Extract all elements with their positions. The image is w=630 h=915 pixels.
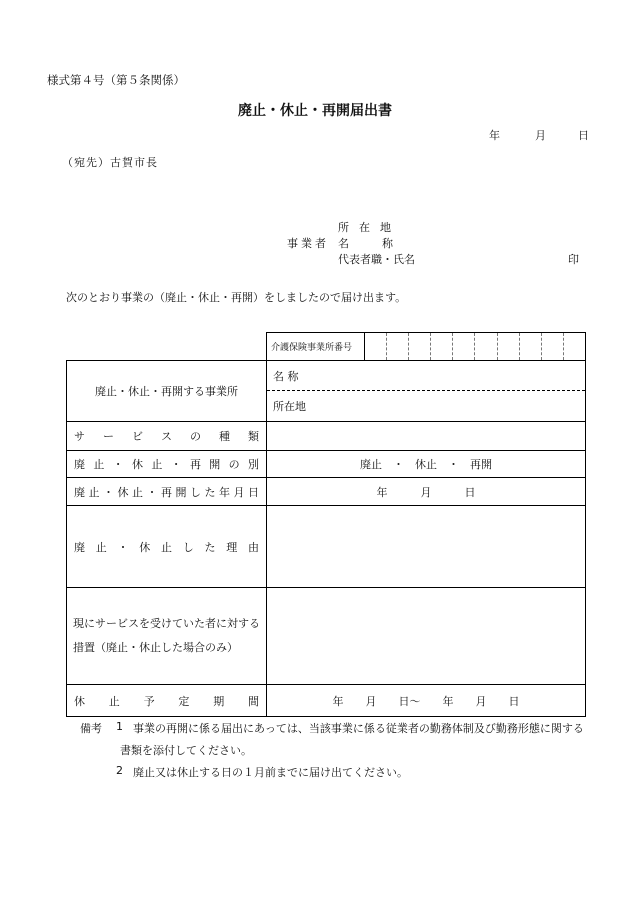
reason-field[interactable] <box>267 506 586 588</box>
seal-mark: 印 <box>568 253 579 266</box>
note-1-continuation: 書類を添付してください。 <box>120 744 252 757</box>
facility-label: 廃止・休止・再開する事業所 <box>67 361 267 422</box>
label-char: 再 <box>189 458 201 471</box>
label-char: た <box>204 540 216 554</box>
label-char: 止 <box>95 540 107 554</box>
document-title: 廃止・休止・再開届出書 <box>238 103 392 119</box>
facility-cell <box>267 361 586 422</box>
label-char: 日 <box>248 485 259 499</box>
label-char: 止 <box>88 485 100 499</box>
kaigo-number-row <box>267 333 586 361</box>
note-1-number: 1 <box>116 720 123 733</box>
label-char: ・ <box>112 458 124 471</box>
note-1-text: 事業の再開に係る届出にあっては、当該事業に係る従業者の勤務体制及び勤務形態に関する <box>133 722 584 735</box>
blank-corner <box>67 333 267 361</box>
label-char: 理 <box>226 540 238 554</box>
label-char: ス <box>161 430 172 443</box>
applicant-business-label: 事業者 <box>287 237 329 250</box>
label-char: の <box>228 458 240 471</box>
facility-name-label: 名 称 <box>273 369 299 383</box>
declaration-text: 次のとおり事業の（廃止・休止・再開）をしましたので届け出ます。 <box>66 291 407 304</box>
label-char: 予 <box>143 694 155 708</box>
date-field[interactable]: 年 月 日 <box>267 478 586 506</box>
category-choice[interactable]: 廃止 ・ 休止 ・ 再開 <box>267 451 586 478</box>
label-char: ビ <box>132 430 143 443</box>
label-char: ー <box>103 430 114 443</box>
label-char: 開 <box>209 458 221 471</box>
date-label <box>67 478 267 506</box>
measures-field[interactable] <box>267 588 586 685</box>
service-type-field[interactable] <box>267 422 586 451</box>
date-month: 月 <box>535 129 546 142</box>
label-char: 間 <box>247 694 259 708</box>
label-char: 年 <box>219 485 230 499</box>
category-label <box>67 451 267 478</box>
label-char: 期 <box>213 694 225 708</box>
applicant-representative-label: 代表者職・氏名 <box>338 253 415 266</box>
measures-label-line2: 措置（廃止・休止した場合のみ） <box>73 641 238 654</box>
label-char: 再 <box>161 485 172 499</box>
facility-address-label: 所在地 <box>273 400 306 413</box>
label-char: ・ <box>117 540 129 554</box>
measures-label <box>67 588 267 685</box>
form-number: 様式第４号（第５条関係） <box>47 73 185 87</box>
label-char: 定 <box>178 694 190 708</box>
label-char: し <box>190 485 201 499</box>
date-year: 年 <box>489 129 500 142</box>
facility-name-field[interactable] <box>267 361 585 391</box>
label-char: 休 <box>74 694 85 708</box>
label-char: ・ <box>170 458 182 471</box>
label-char: ・ <box>146 485 158 499</box>
kaigo-number-input[interactable] <box>365 333 585 360</box>
measures-label-line1: 現にサービスを受けていた者に対する <box>73 617 260 630</box>
label-char: た <box>204 485 216 499</box>
label-char: 月 <box>233 485 245 499</box>
date-day: 日 <box>578 129 589 142</box>
label-char: 由 <box>248 540 259 554</box>
note-2-text: 廃止又は休止する日の１月前までに届け出てください。 <box>133 766 408 779</box>
label-char: し <box>182 540 194 554</box>
label-char: 別 <box>247 458 259 471</box>
label-char: 止 <box>151 458 163 471</box>
label-char: 開 <box>175 485 187 499</box>
category-text <box>67 456 266 472</box>
date-label-text <box>67 484 266 500</box>
label-char: 止 <box>132 485 143 499</box>
service-type-label <box>67 422 267 451</box>
label-char: 止 <box>93 458 105 471</box>
reason-label-text <box>67 539 266 555</box>
label-char: 種 <box>219 430 230 443</box>
label-char: 類 <box>248 430 259 443</box>
service-type-text <box>67 428 266 444</box>
label-char: ・ <box>103 485 114 499</box>
notification-form-table <box>66 332 586 717</box>
label-char: サ <box>74 430 85 443</box>
suspension-field[interactable]: 年 月 日〜 年 月 日 <box>267 685 586 717</box>
applicant-name-label: 名 称 <box>338 237 393 250</box>
label-char: 休 <box>139 540 151 554</box>
label-char: 休 <box>131 458 143 471</box>
facility-address-field[interactable] <box>267 391 585 421</box>
note-2-number: 2 <box>116 764 123 777</box>
reason-label <box>67 506 267 588</box>
suspension-label-text <box>67 693 266 709</box>
applicant-address-label: 所在地 <box>338 221 401 234</box>
notes-heading: 備考 <box>80 722 102 735</box>
addressee: （宛先）古賀市長 <box>62 156 158 169</box>
label-char: 廃 <box>74 485 85 499</box>
label-char: 休 <box>117 485 129 499</box>
label-char: 廃 <box>74 540 85 554</box>
label-char: 止 <box>108 694 120 708</box>
label-char: 廃 <box>74 458 85 471</box>
label-char: 止 <box>161 540 172 554</box>
suspension-label <box>67 685 267 717</box>
label-char: の <box>190 430 201 443</box>
kaigo-number-label: 介護保険事業所番号 <box>267 333 365 360</box>
